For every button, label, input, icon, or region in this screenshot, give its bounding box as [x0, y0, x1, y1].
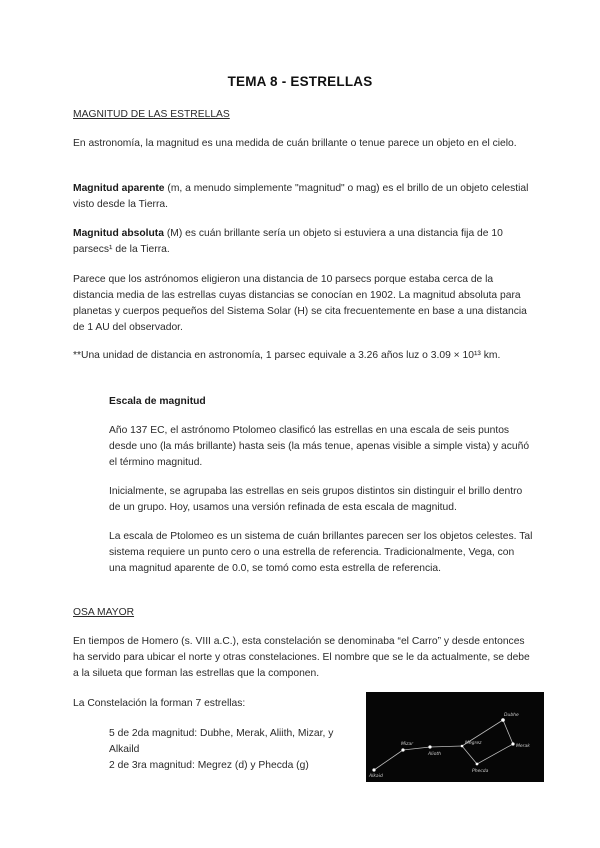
paragraph-intro: En astronomía, la magnitud es una medida de cuán brillante o tenue parece un objeto en el cielo.: [73, 138, 517, 149]
paragraph-ptolemy: Año 137 EC, el astrónomo Ptolomeo clasificó las estrellas en una escala de seis puntos desde uno (la más brillante) hasta seis (la más tenue, apenas visible a simple vista) y acuñó el término magnitud.: [109, 425, 530, 468]
page-title: TEMA 8 - ESTRELLAS: [227, 74, 373, 89]
list-item-second-magnitude: 5 de 2da magnitud: Dubhe, Merak, Aliith, Mizar, y Alkaild: [109, 728, 334, 755]
label-alkaid: Alkaid: [369, 774, 383, 779]
star-merak: [511, 742, 514, 745]
footnote-parsec: **Una unidad de distancia en astronomía, 1 parsec equivale a 3.26 años luz o 3.09 × 10¹³ km.: [73, 350, 501, 361]
label-mizar: Mizar: [401, 742, 414, 747]
paragraph-osa-mayor: En tiempos de Homero (s. VIII a.C.), esta constelación se denominaba “el Carro” y desde entonces ha servido para ubicar el norte y otras constelaciones. El nombre que se le da actualmente, se debe a la silueta que forman las estrellas que la componen.: [73, 636, 530, 679]
constellation-lines: [374, 720, 513, 770]
absolute-magnitude-text: (M) es cuán brillante sería un objeto si estuviera a una distancia fija de 10 parsecs¹ de la Tierra.: [73, 228, 503, 255]
list-intro: La Constelación la forman 7 estrellas:: [73, 698, 246, 709]
constellation-labels: [368, 712, 530, 779]
label-alioth: Alioth: [428, 752, 441, 757]
star-mizar: [401, 748, 404, 751]
label-megrez: Megrez: [465, 741, 482, 746]
constellation-diagram: [366, 692, 544, 782]
section-heading-magnitud: MAGNITUD DE LAS ESTRELLAS: [73, 109, 230, 120]
paragraph-apparent-magnitude: [73, 181, 533, 213]
list-item-third-magnitude: 2 de 3ra magnitud: Megrez (d) y Phecda (g): [109, 760, 309, 771]
star-alioth: [428, 745, 431, 748]
paragraph-parsec: Parece que los astrónomos eligieron una distancia de 10 parsecs porque estaba cerca de la distancia media de las estrellas cuyas distancias se conocían en 1902. La magnitud absoluta para planetas y cuerpos pequeños del Sistema Solar (H) se cita frecuentemente en base a una distancia de 1 AU del observador.: [73, 274, 527, 333]
term-absolute-magnitude: Magnitud absoluta: [73, 228, 164, 239]
star-phecda: [476, 763, 479, 766]
section-heading-osa-mayor: OSA MAYOR: [73, 607, 135, 618]
label-dubhe: Dubhe: [504, 713, 519, 718]
apparent-magnitude-text: (m, a menudo simplemente "magnitud" o mag) es el brillo de un objeto celestial visto desde la Tierra.: [73, 183, 529, 210]
star-alkaid: [372, 768, 375, 771]
label-phecda: Phecda: [472, 769, 489, 774]
paragraph-absolute-magnitude: [73, 226, 533, 258]
subheading-magnitude-scale: Escala de magnitud: [109, 396, 206, 407]
big-dipper-image: [366, 692, 544, 782]
star-dubhe: [501, 718, 505, 722]
paragraph-reference-star: La escala de Ptolomeo es un sistema de cuán brillantes parecen ser los objetos celestes. Tal sistema requiere un punto cero o una estrella de referencia. Tradicionalmente, Vega, con una magnitud aparente de 0.0, se tomó como esta estrella de referencia.: [109, 531, 533, 574]
star-megrez: [461, 745, 464, 748]
term-apparent-magnitude: Magnitud aparente: [73, 183, 165, 194]
paragraph-groups: Inicialmente, se agrupaba las estrellas en seis grupos distintos sin distinguir el brillo dentro de un grupo. Hoy, usamos una versión refinada de esta escala de magnitud.: [109, 486, 523, 513]
label-merak: Merak: [516, 744, 530, 749]
